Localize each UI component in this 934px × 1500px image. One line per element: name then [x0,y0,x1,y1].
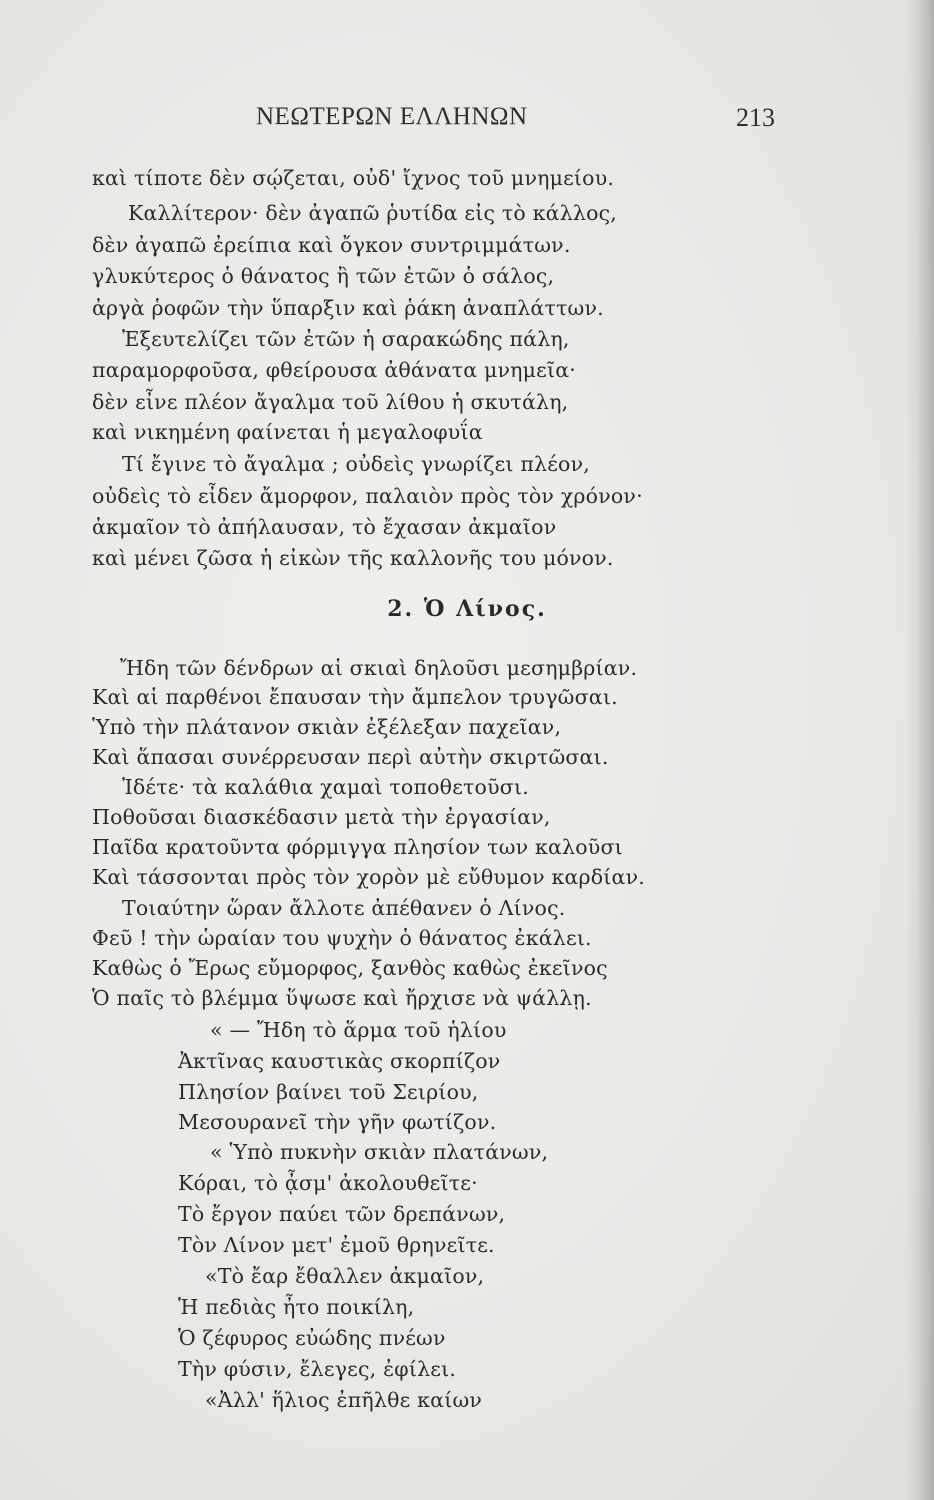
verse-line: δὲν εἶνε πλέον ἄγαλμα τοῦ λίθου ἡ σκυτάλη, [92,390,569,414]
verse-line: «Τὸ ἔαρ ἔθαλλεν ἀκμαῖον, [205,1264,485,1288]
verse-line: ἀργὰ ῥοφῶν τὴν ὕπαρξιν καὶ ῥάκη ἀναπλάττων. [92,296,604,320]
verse-line: Ὑπὸ τὴν πλάτανον σκιὰν ἐξέλεξαν παχεῖαν, [92,715,562,739]
verse-line: Καὶ τάσσονται πρὸς τὸν χορὸν μὲ εὔθυμον καρδίαν. [92,865,645,889]
page-edge-shadow [904,0,934,1500]
verse-line: Ἡ πεδιὰς ἦτο ποικίλη, [178,1295,415,1319]
verse-line: ἀκμαῖον τὸ ἀπήλαυσαν, τὸ ἔχασαν ἀκμαῖον [92,515,557,539]
verse-line: Καλλίτερον· δὲν ἀγαπῶ ῥυτίδα εἰς τὸ κάλλος, [128,201,618,225]
verse-line: γλυκύτερος ὁ θάνατος ἢ τῶν ἐτῶν ὁ σάλος, [92,264,555,288]
verse-line: Ἰδέτε· τὰ καλάθια χαμαὶ τοποθετοῦσι. [122,775,529,799]
verse-line: Ποθοῦσαι διασκέδασιν μετὰ τὴν ἐργασίαν, [92,805,551,829]
verse-line: Ὁ παῖς τὸ βλέμμα ὕψωσε καὶ ἤρχισε νὰ ψάλλῃ. [92,986,592,1010]
poem-title: 2. Ὁ Λίνος. [387,596,547,622]
verse-line: Μεσουρανεῖ τὴν γῆν φωτίζον. [178,1110,497,1134]
verse-line: Κόραι, τὸ ᾆσμ' ἀκολουθεῖτε· [178,1171,478,1195]
verse-line: Τὸν Λίνον μετ' ἐμοῦ θρηνεῖτε. [178,1233,495,1257]
verse-line: Καθὼς ὁ Ἔρως εὔμορφος, ξανθὸς καθὼς ἐκεῖνος [92,956,608,980]
verse-line: Φεῦ ! τὴν ὡραίαν του ψυχὴν ὁ θάνατος ἐκάλει. [92,926,592,950]
verse-line: Καὶ ἅπασαι συνέρρευσαν περὶ αὐτὴν σκιρτῶσαι. [92,745,609,769]
verse-line: παραμορφοῦσα, φθείρουσα ἀθάνατα μνημεῖα· [92,358,576,382]
verse-line: Ἐξευτελίζει τῶν ἐτῶν ἡ σαρακώδης πάλη, [122,327,570,351]
verse-line: δὲν ἀγαπῶ ἐρείπια καὶ ὄγκον συντριμμάτων. [92,233,571,257]
verse-line: Ἀκτῖνας καυστικὰς σκορπίζον [178,1049,501,1073]
verse-line: « Ὑπὸ πυκνὴν σκιὰν πλατάνων, [210,1140,549,1164]
verse-line: Ἤδη τῶν δένδρων αἱ σκιαὶ δηλοῦσι μεσημβρίαν. [120,656,638,680]
verse-line: καὶ νικημένη φαίνεται ἡ μεγαλοφυΐα [92,420,483,444]
verse-line: Τὴν φύσιν, ἔλεγες, ἐφίλει. [178,1357,457,1381]
verse-line: Τὸ ἔργον παύει τῶν δρεπάνων, [178,1202,506,1226]
verse-line: « — Ἤδη τὸ ἅρμα τοῦ ἡλίου [210,1018,507,1042]
verse-line: καὶ μένει ζῶσα ἡ εἰκὼν τῆς καλλονῆς του μόνον. [92,546,614,570]
verse-line: καὶ τίποτε δὲν σῴζεται, οὐδ' ἴχνος τοῦ μνημείου. [92,166,615,190]
verse-line: Τοιαύτην ὥραν ἄλλοτε ἀπέθανεν ὁ Λίνος. [122,896,566,920]
running-title: ΝΕΩΤΕΡΩΝ ΕΛΛΗΝΩΝ [256,103,528,130]
verse-line: Παῖδα κρατοῦντα φόρμιγγα πλησίον των καλοῦσι [92,835,623,859]
verse-line: Πλησίον βαίνει τοῦ Σειρίου, [178,1080,479,1104]
running-head [0,103,934,139]
verse-line: Ὁ ζέφυρος εὐώδης πνέων [178,1326,446,1350]
page-number: 213 [736,103,775,132]
verse-line: Τί ἔγινε τὸ ἄγαλμα ; οὐδεὶς γνωρίζει πλέον, [122,452,590,476]
verse-line: «Ἀλλ' ἥλιος ἐπῆλθε καίων [205,1388,483,1412]
verse-line: Καὶ αἱ παρθένοι ἔπαυσαν τὴν ἄμπελον τρυγῶσαι. [92,685,618,709]
verse-line: οὐδεὶς τὸ εἶδεν ἄμορφον, παλαιὸν πρὸς τὸν χρόνον· [92,484,643,508]
